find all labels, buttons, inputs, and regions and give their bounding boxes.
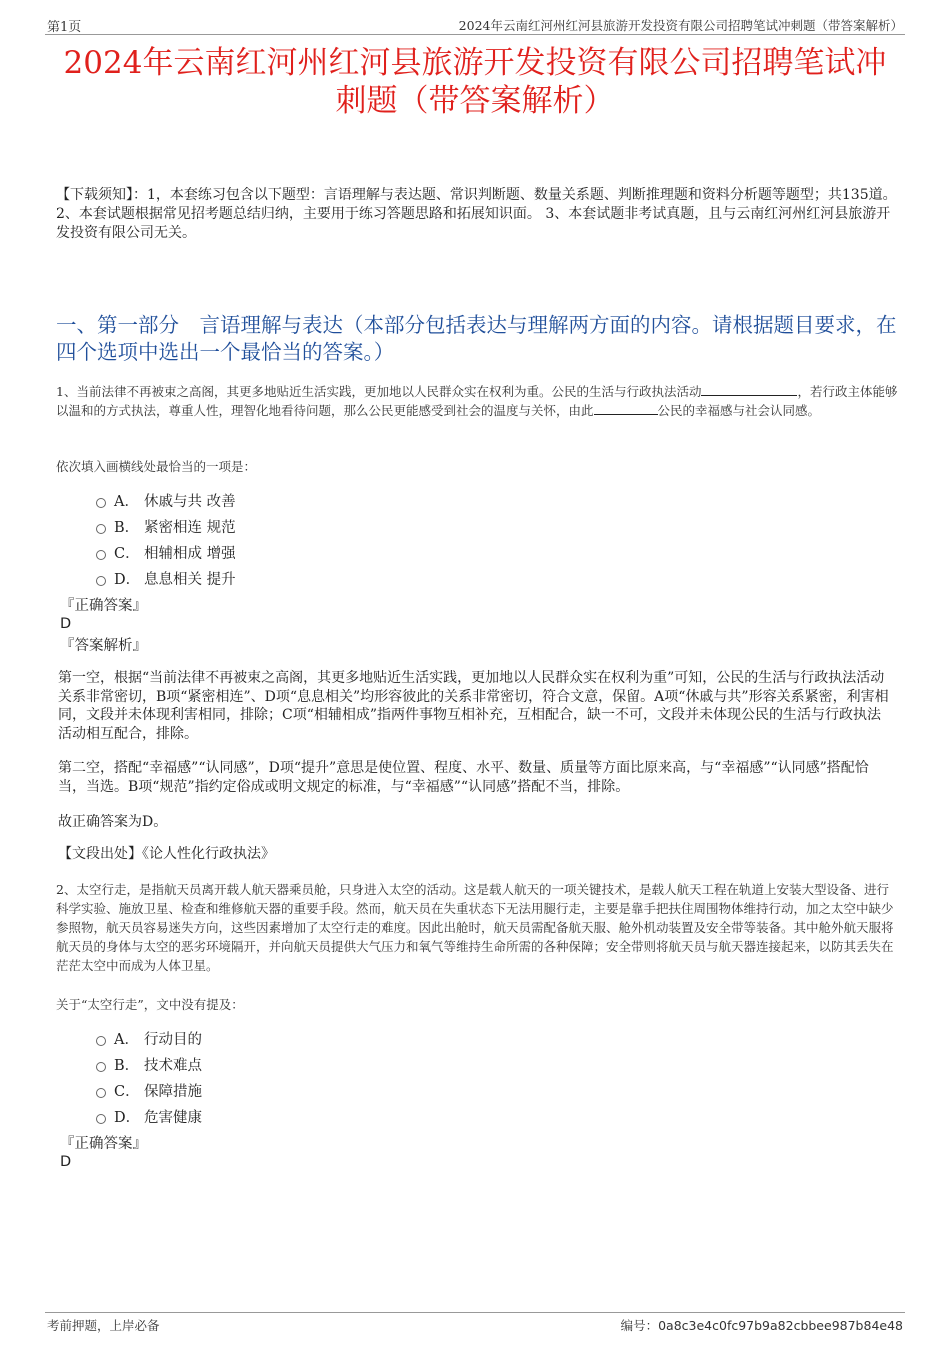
page-footer: [45, 1312, 905, 1335]
radio-icon[interactable]: [96, 524, 106, 534]
fill-blank: [701, 382, 797, 396]
footer-slogan: 考前押题，上岸必备: [47, 1318, 160, 1333]
footer-code: 编号：0a8c3e4c0fc97b9a82cbbee987b84e48: [620, 1318, 903, 1333]
source-citation: 【文段出处】《论人性化行政执法》: [58, 846, 275, 862]
option-c[interactable]: C． 保障措施: [96, 1077, 202, 1103]
document-title: 2024年云南红河州红河县旅游开发投资有限公司招聘笔试冲刺题（带答案解析）: [63, 45, 887, 119]
analysis-paragraph: 第一空，根据“当前法律不再被束之高阁，其更多地贴近生活实践，更加地以人民群众实在权利为重”可知，公民的生活与行政执法活动关系非常密切，B项“紧密相连”、D项“息息相关”均形容彼此的关系非常密切，符合文意，保留。A项“休戚与共”形容关系紧密，利害相同，文段并未体现利害相同，排除；C项“相辅相成”指两件事物互相补充，互相配合，缺一不可，文段并未体现公民的生活与行政执法活动相互配合，排除。: [58, 670, 889, 742]
question-1-stem: 1、当前法律不再被束之高阁，其更多地贴近生活实践，更加地以人民群众实在权利为重。公民的生活与行政执法活动 ，若行政主体能够以温和的方式执法，尊重人性，理智化地看待问题，那么公民更能感受到社会的温度与关怀，由此 公民的幸福感与社会认同感。: [56, 384, 898, 418]
option-d[interactable]: D． 危害健康: [96, 1103, 202, 1129]
answer-value: D: [60, 1154, 72, 1170]
fill-blank: [594, 401, 658, 415]
radio-icon[interactable]: [96, 1088, 106, 1098]
question-1-prompt: 依次填入画横线处最恰当的一项是：: [56, 459, 257, 474]
question-1-options: [96, 487, 236, 591]
page-header: [45, 14, 905, 35]
question-2-prompt: 关于“太空行走”，文中没有提及：: [56, 997, 244, 1012]
analysis-conclusion: 故正确答案为D。: [58, 814, 168, 830]
radio-icon[interactable]: [96, 1114, 106, 1124]
answer-label: 『正确答案』: [60, 1136, 147, 1152]
option-c[interactable]: C． 相辅相成 增强: [96, 539, 236, 565]
analysis-label: 『答案解析』: [60, 638, 147, 654]
download-notice: 【下载须知】：1，本套练习包含以下题型：言语理解与表达题、常识判断题、数量关系题、判断推理题和资料分析题等题型；共135道。 2、本套试题根据常见招考题总结归纳，主要用于练习答题思路和拓展知识面。 3、本套试题非考试真题，且与云南红河州红河县旅游开发投资有限公司无关。: [56, 187, 897, 241]
section-heading: 一、第一部分 言语理解与表达（本部分包括表达与理解两方面的内容。请根据题目要求，在四个选项中选出一个最恰当的答案。）: [56, 313, 897, 364]
answer-label: 『正确答案』: [60, 598, 147, 614]
radio-icon[interactable]: [96, 576, 106, 586]
option-b[interactable]: B． 技术难点: [96, 1051, 202, 1077]
radio-icon[interactable]: [96, 550, 106, 560]
option-a[interactable]: A． 休戚与共 改善: [96, 487, 236, 513]
page-number: 第1页: [47, 20, 82, 35]
option-b[interactable]: B． 紧密相连 规范: [96, 513, 236, 539]
radio-icon[interactable]: [96, 1062, 106, 1072]
question-2-options: [96, 1025, 202, 1129]
option-d[interactable]: D． 息息相关 提升: [96, 565, 236, 591]
answer-value: D: [60, 616, 72, 632]
radio-icon[interactable]: [96, 498, 106, 508]
analysis-paragraph: 第二空，搭配“幸福感”“认同感”，D项“提升”意思是使位置、程度、水平、数量、质量等方面比原来高，与“幸福感”“认同感”搭配恰当，当选。B项“规范”指约定俗成或明文规定的标准，与“幸福感”“认同感”搭配不当，排除。: [58, 760, 869, 795]
radio-icon[interactable]: [96, 1036, 106, 1046]
question-2-stem: 2、太空行走，是指航天员离开载人航天器乘员舱，只身进入太空的活动。这是载人航天的一项关键技术，是载人航天工程在轨道上安装大型设备、进行科学实验、施放卫星、检查和维修航天器的重要手段。然而，航天员在失重状态下无法用腿行走，主要是靠手把扶住周围物体维持行动，加之太空中缺少参照物，航天员容易迷失方向，这些因素增加了太空行走的难度。因此出舱时，航天员需配备航天服、舱外机动装置及安全带等装备。其中舱外航天服将航天员的身体与太空的恶劣环境隔开，并向航天员提供大气压力和氧气等维持生命所需的各种保障；安全带则将航天员与航天器连接起来，以防其丢失在茫茫太空中而成为人体卫星。: [56, 882, 894, 973]
option-a[interactable]: A． 行动目的: [96, 1025, 202, 1051]
header-doc-title: 2024年云南红河州红河县旅游开发投资有限公司招聘笔试冲刺题（带答案解析）: [458, 18, 903, 33]
